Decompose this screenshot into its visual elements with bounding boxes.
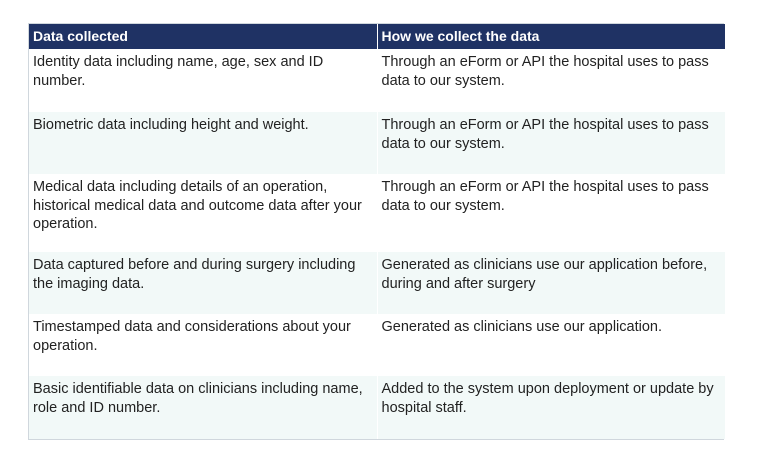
cell-data-collected: Timestamped data and considerations about your operation. [29, 314, 377, 376]
data-collection-table-container [28, 23, 724, 440]
header-how-collected: How we collect the data [377, 24, 725, 49]
table-row [29, 112, 725, 174]
header-row [29, 24, 725, 49]
table-row [29, 314, 725, 376]
table-row [29, 376, 725, 439]
cell-how-collected: Added to the system upon deployment or update by hospital staff. [377, 376, 725, 439]
data-collection-table [29, 24, 725, 439]
cell-data-collected: Data captured before and during surgery including the imaging data. [29, 252, 377, 314]
table-row [29, 252, 725, 314]
table-body [29, 49, 725, 439]
cell-data-collected: Basic identifiable data on clinicians including name, role and ID number. [29, 376, 377, 439]
cell-data-collected: Identity data including name, age, sex and ID number. [29, 49, 377, 112]
table-header [29, 24, 725, 49]
cell-how-collected: Through an eForm or API the hospital uses to pass data to our system. [377, 112, 725, 174]
cell-how-collected: Generated as clinicians use our application before, during and after surgery [377, 252, 725, 314]
cell-how-collected: Generated as clinicians use our application. [377, 314, 725, 376]
cell-how-collected: Through an eForm or API the hospital uses to pass data to our system. [377, 174, 725, 252]
cell-how-collected: Through an eForm or API the hospital uses to pass data to our system. [377, 49, 725, 112]
header-data-collected: Data collected [29, 24, 377, 49]
table-row [29, 174, 725, 252]
cell-data-collected: Medical data including details of an operation, historical medical data and outcome data after your operation. [29, 174, 377, 252]
cell-data-collected: Biometric data including height and weight. [29, 112, 377, 174]
table-row [29, 49, 725, 112]
